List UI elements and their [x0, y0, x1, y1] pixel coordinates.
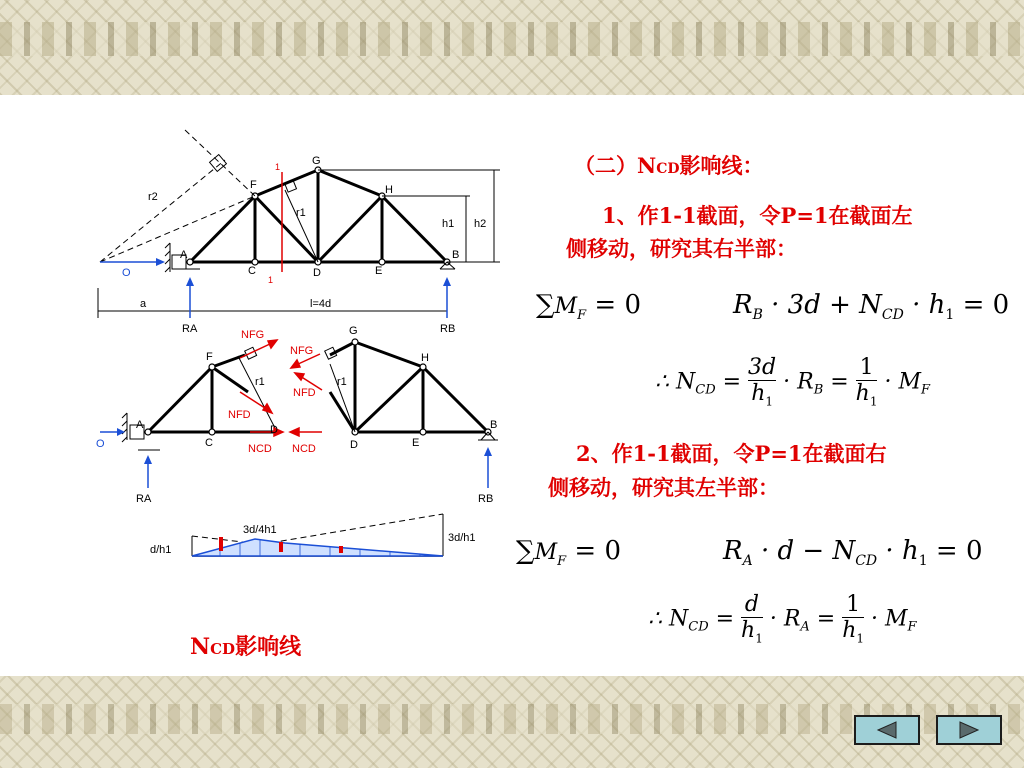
svg-text:D: D — [313, 267, 321, 279]
svg-text:B: B — [490, 419, 498, 431]
svg-text:C: C — [205, 437, 213, 449]
svg-text:F: F — [206, 351, 213, 363]
svg-text:C: C — [248, 265, 256, 277]
svg-text:D: D — [270, 424, 278, 436]
svg-text:NCD: NCD — [292, 443, 316, 455]
svg-text:G: G — [349, 325, 358, 337]
triangle-left-icon — [876, 721, 898, 739]
svg-text:NFG: NFG — [241, 329, 265, 341]
svg-text:RA: RA — [136, 493, 152, 505]
svg-text:RB: RB — [478, 493, 494, 505]
svg-text:r1: r1 — [296, 207, 306, 219]
svg-text:RB: RB — [440, 323, 456, 335]
equation-4: $\sum M_F = 0$ — [516, 536, 621, 570]
svg-text:NCD: NCD — [248, 443, 272, 455]
svg-text:3d/4h1: 3d/4h1 — [243, 524, 277, 536]
section-label-top: 1 — [275, 162, 281, 172]
svg-text:r2: r2 — [148, 191, 158, 203]
svg-text:r1: r1 — [255, 376, 265, 388]
svg-text:a: a — [140, 298, 147, 310]
step2-line1: 2、作1-1截面，令P=1在截面右 — [576, 441, 887, 466]
truss-diagrams — [90, 120, 590, 680]
svg-text:B: B — [452, 249, 460, 261]
svg-text:NFG: NFG — [290, 345, 314, 357]
svg-text:r1: r1 — [337, 376, 347, 388]
svg-text:H: H — [385, 184, 393, 196]
svg-text:D: D — [350, 439, 358, 451]
svg-text:A: A — [136, 419, 144, 431]
svg-text:h1: h1 — [442, 218, 455, 230]
svg-text:A: A — [180, 249, 188, 261]
equation-5: $R_A \cdot d - N_{CD} \cdot h_1 = 0$ — [723, 536, 983, 570]
svg-text:3d/h1: 3d/h1 — [448, 532, 476, 544]
section-title: （二）NCD影响线： — [574, 153, 764, 178]
step2-line2: 侧移动，研究其左半部： — [548, 475, 779, 500]
top-truss — [190, 170, 447, 262]
svg-text:G: G — [312, 155, 321, 167]
svg-text:h2: h2 — [474, 218, 487, 230]
step1-line2: 侧移动，研究其右半部： — [566, 236, 797, 261]
svg-text:O: O — [122, 267, 131, 279]
prev-slide-button[interactable] — [854, 715, 920, 745]
svg-text:E: E — [412, 437, 420, 449]
svg-text:NFD: NFD — [293, 387, 316, 399]
influence-line-caption: NCD影响线 — [190, 634, 302, 660]
top-decorative-band — [0, 0, 1024, 95]
svg-text:E: E — [375, 265, 383, 277]
svg-text:l=4d: l=4d — [310, 298, 332, 310]
equation-6: ∴ $N_{CD}$ = $\frac{d}{h_1}$ · $R_A$ = $\frac{1}{h_1}$ · $M_F$ — [648, 592, 917, 646]
triangle-right-icon — [958, 721, 980, 739]
equation-2: $R_B \cdot 3d + N_{CD} \cdot h_1 = 0$ — [733, 290, 1010, 324]
svg-text:RA: RA — [182, 323, 198, 335]
svg-text:H: H — [421, 352, 429, 364]
equation-1: $\sum M_F = 0$ — [536, 290, 641, 324]
svg-text:NFD: NFD — [228, 409, 251, 421]
equation-3: ∴ $N_{CD}$ = $\frac{3d}{h_1}$ · $R_B$ = $\frac{1}{h_1}$ · $M_F$ — [655, 355, 931, 409]
section-label-bottom: 1 — [268, 275, 274, 285]
step1-line1: 1、作1-1截面，令P=1在截面左 — [602, 203, 913, 228]
svg-text:d/h1: d/h1 — [150, 544, 172, 556]
next-slide-button[interactable] — [936, 715, 1002, 745]
svg-text:F: F — [250, 179, 257, 191]
svg-text:O: O — [96, 438, 105, 450]
